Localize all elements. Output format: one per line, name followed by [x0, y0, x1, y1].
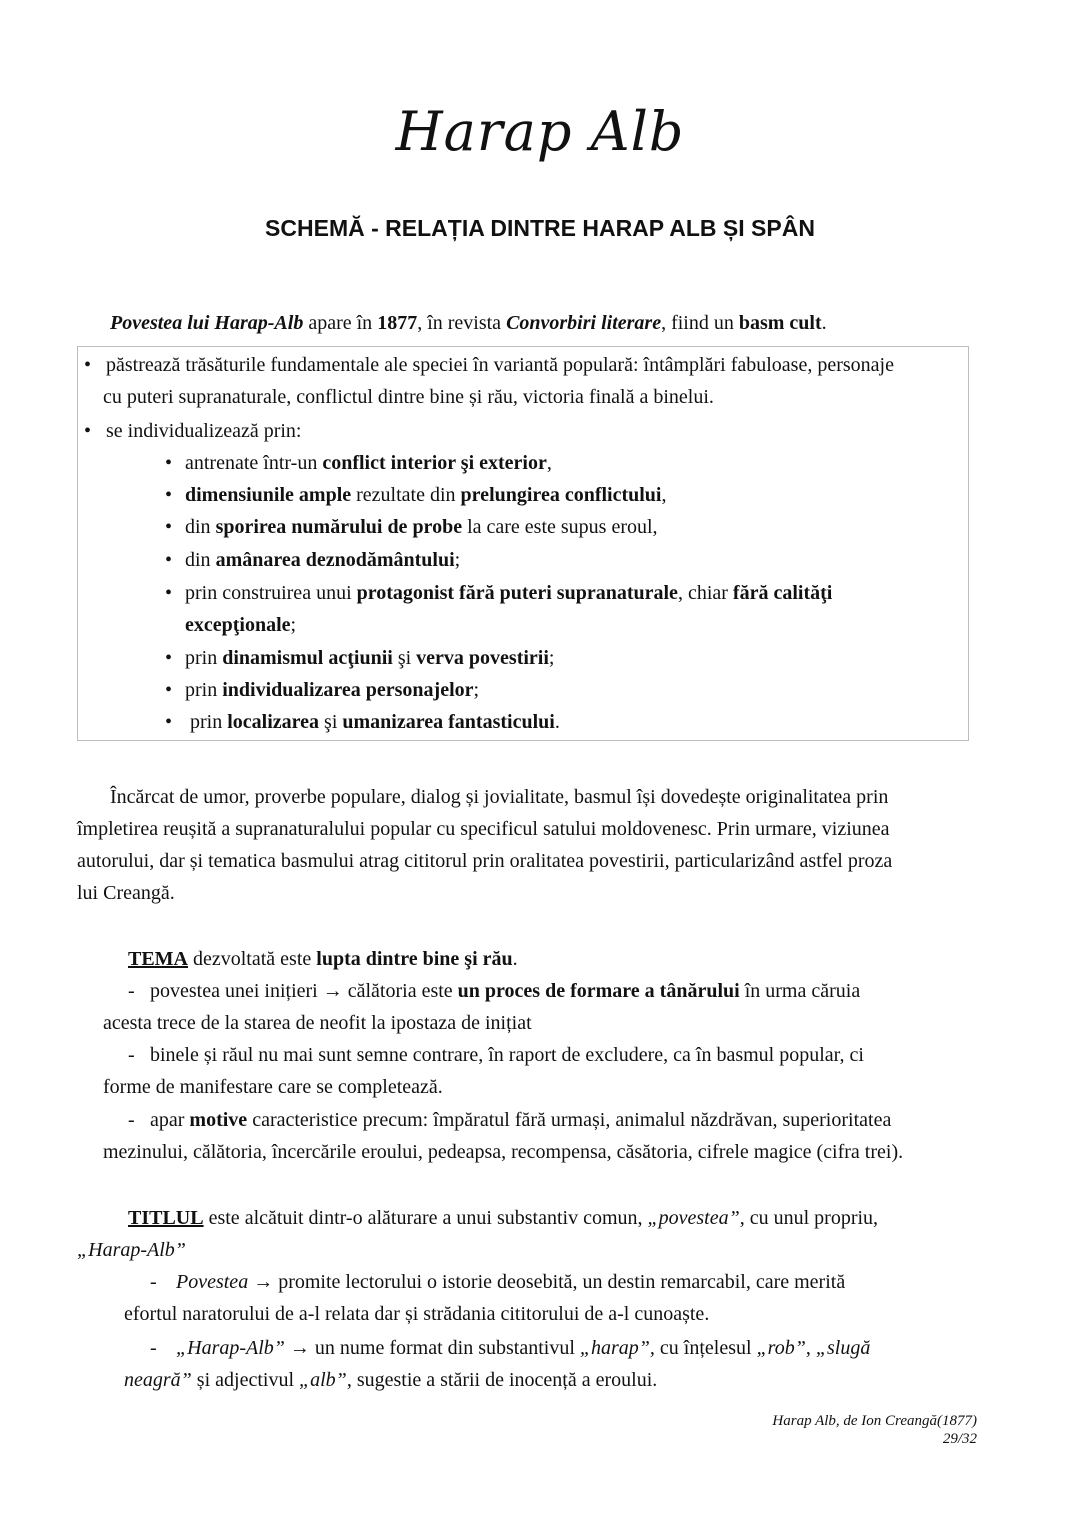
page-title-script: Harap Alb	[395, 100, 685, 163]
dash-icon: -	[128, 1044, 135, 1066]
sub-bullet-1: • antrenate într-un conflict interior şi exterior,	[165, 447, 552, 479]
bullet-icon: •	[165, 452, 173, 474]
sub-bullet-2: • dimensiunile ample rezultate din prelungirea conflictului,	[165, 479, 666, 511]
box-bullet-1-cont: cu puteri supranaturale, conflictul dintre bine și rău, victoria finală a binelui.	[103, 386, 714, 408]
titlul-dash-2-cont: neagră” și adjectivul „alb”, sugestie a stării de inocență a eroului.	[124, 1369, 658, 1391]
titlul-heading: TITLUL este alcătuit dintr-o alăturare a unui substantiv comun, „povestea”, cu unul propriu,	[128, 1207, 879, 1229]
tema-dash-1: - povestea unei inițieri → călătoria este un proces de formare a tânărului în urma căruia	[128, 975, 860, 1007]
bullet-icon: •	[165, 711, 173, 733]
dash-icon: -	[128, 980, 135, 1002]
paragraph-line: lui Creangă.	[77, 882, 175, 904]
titlul-dash-2: - „Harap-Alb” → un nume format din substantivul „harap”, cu înțelesul „rob”, „slugă	[150, 1332, 870, 1364]
sub-bullet-6: • prin dinamismul acţiunii şi verva povestirii;	[165, 642, 554, 674]
bullet-icon: •	[84, 354, 92, 376]
originality-paragraph	[77, 781, 977, 909]
footer-source: Harap Alb, de Ion Creangă(1877)	[772, 1413, 977, 1429]
sub-bullet-4: • din amânarea deznodământului;	[165, 544, 460, 576]
tema-dash-2: - binele și răul nu mai sunt semne contrare, în raport de excludere, ca în basmul popular, ci	[128, 1039, 864, 1071]
sub-bullet-5-cont: excepţionale;	[185, 614, 297, 636]
titlul-dash-1-cont: efortul naratorului de a-l relata dar și strădania cititorului de a-l cunoaște.	[124, 1303, 710, 1325]
bullet-icon: •	[165, 484, 173, 506]
bullet-icon: •	[84, 420, 92, 442]
bullet-icon: •	[165, 679, 173, 701]
paragraph-line: Încărcat de umor, proverbe populare, dialog și jovialitate, basmul își dovedește originalitatea prin	[110, 786, 889, 808]
paragraph-line: împletirea reușită a supranaturalului popular cu specificul satului moldovenesc. Prin urmare, viziunea	[77, 818, 890, 840]
sub-bullet-7: • prin individualizarea personajelor;	[165, 674, 479, 706]
tema-dash-3: - apar motive caracteristice precum: împăratul fără urmași, animalul năzdrăvan, superioritatea	[128, 1104, 891, 1136]
dash-icon: -	[128, 1109, 135, 1131]
tema-heading: TEMA dezvoltată este lupta dintre bine şi rău.	[128, 948, 518, 970]
tema-dash-2-cont: forme de manifestare care se completează.	[103, 1076, 443, 1098]
bullet-icon: •	[165, 582, 173, 604]
titlul-dash-1: - Povestea → promite lectorului o istorie deosebită, un destin remarcabil, care merită	[150, 1266, 845, 1298]
tema-dash-3-cont: mezinului, călătoria, încercările eroului, pedeapsa, recompensa, căsătoria, cifrele magice (cifra trei).	[103, 1141, 904, 1163]
box-bullet-2: • se individualizează prin:	[84, 415, 301, 447]
dash-icon: -	[150, 1271, 157, 1293]
page-subtitle: SCHEMĂ - RELAȚIA DINTRE HARAP ALB ȘI SPÂN	[265, 215, 815, 241]
titlul-heading-cont: „Harap-Alb”	[77, 1239, 186, 1261]
bullet-icon: •	[165, 516, 173, 538]
page-number: 29/32	[942, 1431, 977, 1447]
sub-bullet-3: • din sporirea numărului de probe la care este supus eroul,	[165, 511, 658, 543]
paragraph-line: autorului, dar și tematica basmului atrag cititorul prin oralitatea povestirii, particularizând astfel proza	[77, 850, 893, 872]
page-footer	[772, 1412, 977, 1448]
sub-bullet-5: • prin construirea unui protagonist fără puteri supranaturale, chiar fără calităţi	[165, 577, 832, 609]
tema-dash-1-cont: acesta trece de la starea de neofit la ipostaza de inițiat	[103, 1012, 532, 1034]
intro-paragraph: Povestea lui Harap-Alb apare în 1877, în revista Convorbiri literare, fiind un basm cult.	[110, 312, 827, 334]
box-bullet-1: • păstrează trăsăturile fundamentale ale speciei în variantă populară: întâmplări fabuloase, personaje	[84, 349, 894, 381]
bullet-icon: •	[165, 647, 173, 669]
sub-bullet-8: • prin localizarea şi umanizarea fantasticului.	[165, 706, 560, 738]
bullet-icon: •	[165, 549, 173, 571]
dash-icon: -	[150, 1337, 157, 1359]
